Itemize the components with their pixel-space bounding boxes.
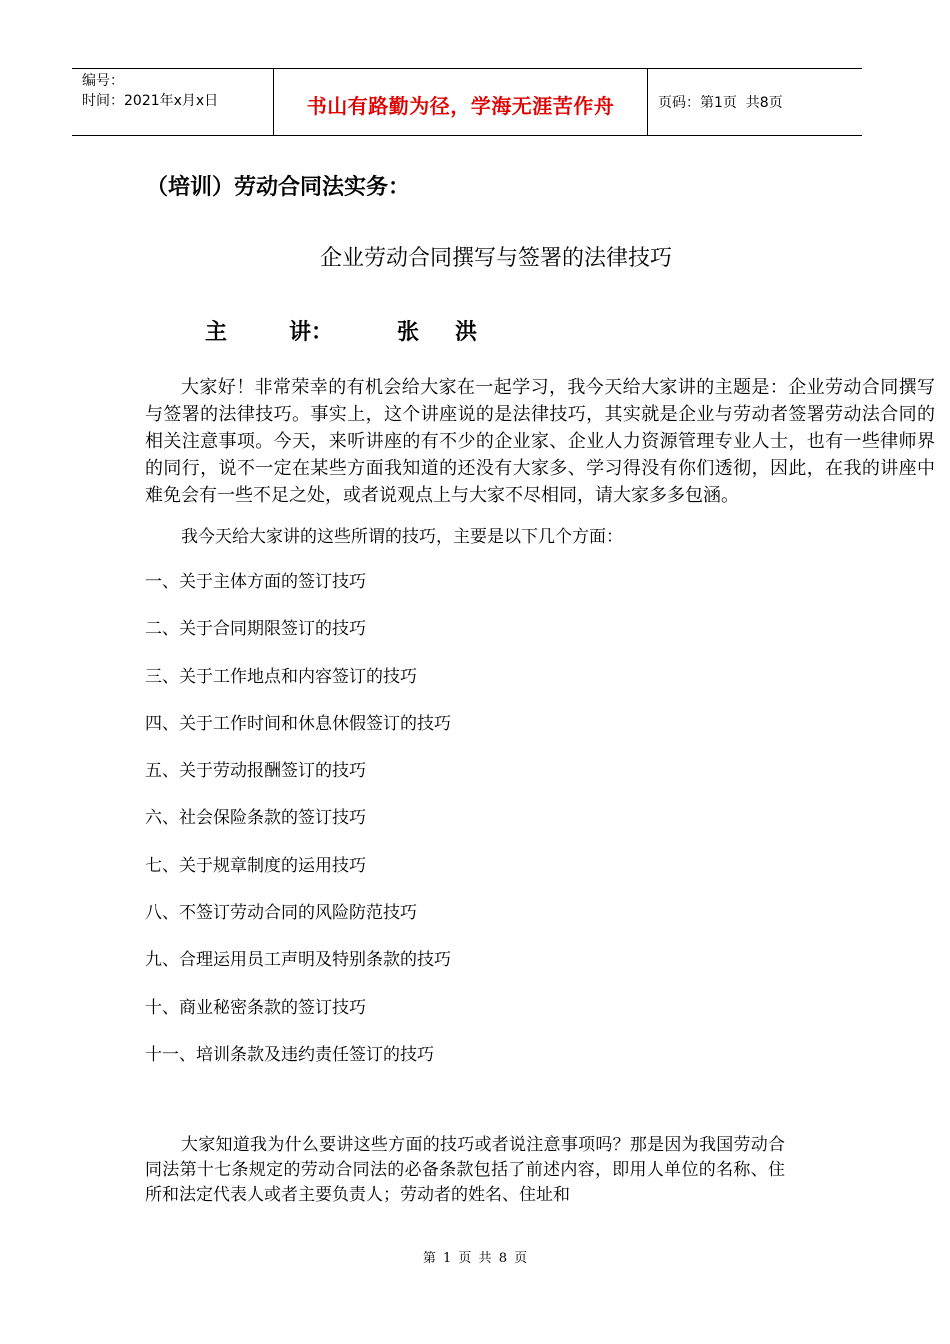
header-table <box>72 68 862 136</box>
header-page-info: 页码：第1页 共8页 <box>658 95 783 111</box>
topics-intro: 我今天给大家讲的这些所谓的技巧，主要是以下几个方面： <box>181 527 623 547</box>
list-item: 二、关于合同期限签订的技巧 <box>145 619 366 640</box>
list-item: 四、关于工作时间和休息休假签订的技巧 <box>145 713 451 734</box>
list-item: 七、关于规章制度的运用技巧 <box>145 855 366 876</box>
speaker-line <box>205 315 477 346</box>
list-item: 十一、培训条款及违约责任签订的技巧 <box>145 1044 434 1065</box>
document-title: （培训）劳动合同法实务： <box>146 175 411 200</box>
speaker-name-2: 洪 <box>455 320 478 345</box>
document-number-label: 编号： <box>82 73 124 89</box>
list-item: 五、关于劳动报酬签订的技巧 <box>145 761 366 782</box>
list-item: 八、不签订劳动合同的风险防范技巧 <box>145 903 417 924</box>
topic-list <box>145 568 451 1088</box>
list-item: 三、关于工作地点和内容签订的技巧 <box>145 666 417 687</box>
speaker-label-1: 主 <box>205 320 228 345</box>
document-time-label: 时间：2021年x月x日 <box>82 93 219 109</box>
page-footer: 第 1 页 共 8 页 <box>422 1251 528 1266</box>
header-motto: 书山有路勤为径，学海无涯苦作舟 <box>306 93 615 118</box>
speaker-label-2: 讲： <box>289 320 334 345</box>
document-subtitle: 企业劳动合同撰写与签署的法律技巧 <box>320 246 673 271</box>
list-item: 六、社会保险条款的签订技巧 <box>145 808 366 829</box>
list-item: 九、合理运用员工声明及特别条款的技巧 <box>145 950 451 971</box>
speaker-name-1: 张 <box>397 320 420 345</box>
header-page-cell <box>648 69 862 135</box>
list-item: 一、关于主体方面的签订技巧 <box>145 572 366 592</box>
header-meta-cell <box>72 69 273 135</box>
opening-paragraph: 大家好！非常荣幸的有机会给大家在一起学习，我今天给大家讲的主题是：企业劳动合同撰写与签署的法律技巧。事实上，这个讲座说的是法律技巧，其实就是企业与劳动者签署劳动法合同的相关注意事项。今天，来听讲座的有不少的企业家、企业人力资源管理专业人士，也有一些律师界的同行，说不一定在某些方面我知道的还没有大家多、学习得没有你们透彻，因此，在我的讲座中难免会有一些不足之处，或者说观点上与大家不尽相同，请大家多多包涵。 <box>145 377 935 506</box>
second-paragraph: 大家知道我为什么要讲这些方面的技巧或者说注意事项吗？那是因为我国劳动合同法第十七条规定的劳动合同法的必备条款包括了前述内容，即用人单位的名称、住所和法定代表人或者主要负责人；劳动者的姓名、住址和 <box>145 1135 785 1205</box>
header-motto-cell <box>273 69 648 135</box>
list-item: 十、商业秘密条款的签订技巧 <box>145 997 366 1018</box>
